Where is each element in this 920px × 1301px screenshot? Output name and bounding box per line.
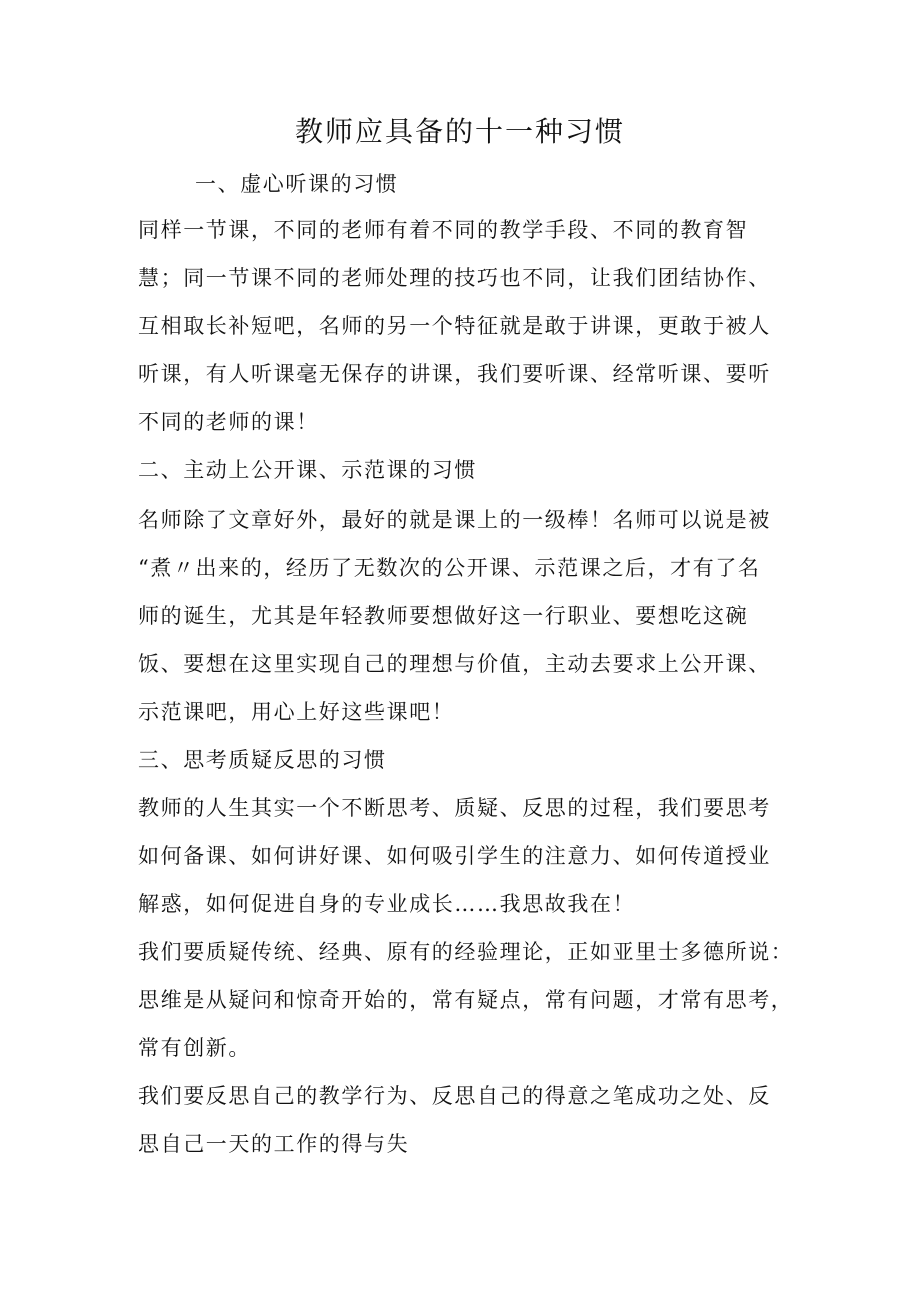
paragraph-line: 名师除了文章好外，最好的就是课上的一级棒！名师可以说是被 [138, 508, 771, 532]
paragraph-line: 思自己一天的工作的得与失 [138, 1132, 410, 1156]
paragraph-line: 解惑，如何促进自身的专业成长……我思故我在！ [138, 892, 636, 916]
section-heading-1: 一、虚心听课的习惯 [195, 172, 399, 196]
paragraph-line: 同样一节课，不同的老师有着不同的教学手段、不同的教育智 [138, 218, 749, 242]
paragraph-line: “煮〃出来的，经历了无数次的公开课、示范课之后，才有了名 [138, 556, 761, 580]
paragraph-line: 我们要质疑传统、经典、原有的经验理论，正如亚里士多德所说： [138, 940, 794, 964]
document-title: 教师应具备的十一种习惯 [294, 115, 625, 148]
paragraph-line: 教师的人生其实一个不断思考、质疑、反思的过程，我们要思考 [138, 796, 771, 820]
paragraph-line: 不同的老师的课！ [138, 410, 319, 434]
paragraph-line: 常有创新。 [138, 1036, 251, 1060]
paragraph-line: 师的诞生，尤其是年轻教师要想做好这一行职业、要想吃这碗 [138, 604, 749, 628]
paragraph-line: 听课，有人听课毫无保存的讲课，我们要听课、经常听课、要听 [138, 362, 771, 386]
paragraph-line: 饭、要想在这里实现自己的理想与价值，主动去要求上公开课、 [138, 652, 771, 676]
paragraph-line: 慧；同一节课不同的老师处理的技巧也不同，让我们团结协作、 [138, 266, 771, 290]
paragraph-line: 示范课吧，用心上好这些课吧！ [138, 700, 455, 724]
section-heading-2: 二、主动上公开课、示范课的习惯 [138, 458, 477, 482]
paragraph-line: 互相取长补短吧，名师的另一个特征就是敢于讲课，更敢于被人 [138, 314, 771, 338]
section-heading-3: 三、思考质疑反思的习惯 [138, 748, 387, 772]
paragraph-line: 思维是从疑问和惊奇开始的，常有疑点，常有问题，才常有思考， [138, 988, 794, 1012]
paragraph-line: 我们要反思自己的教学行为、反思自己的得意之笔成功之处、反 [138, 1084, 771, 1108]
paragraph-line: 如何备课、如何讲好课、如何吸引学生的注意力、如何传道授业 [138, 844, 771, 868]
